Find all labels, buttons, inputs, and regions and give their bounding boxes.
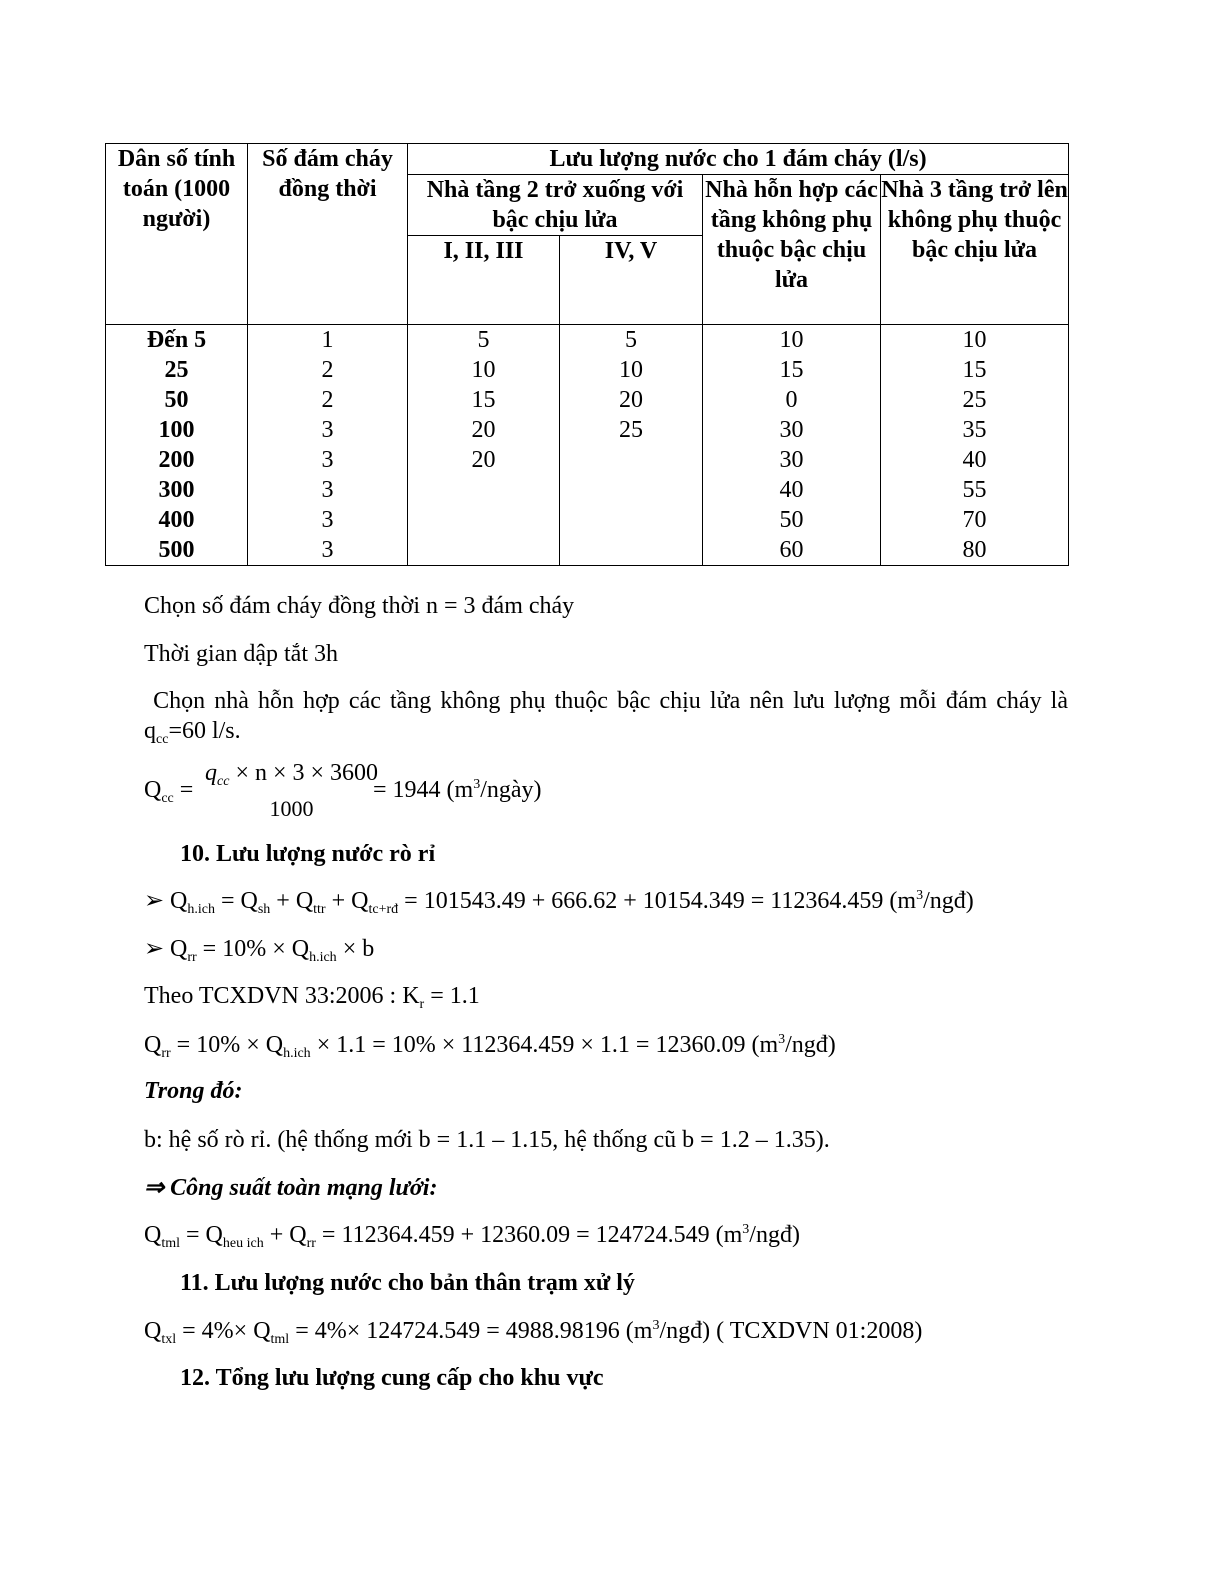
header-population: Dân số tính toán (1000 người) xyxy=(106,144,248,325)
qrr-calc: $Q_{rr} = 10\% \times Q_{h.ich} \times 1.1 = 10\% \times 112364.459 \times 1.1 = 12360.09$ $(m^3/ngđ)$ xyxy=(144,1032,836,1061)
qtxl-formula: $Q_{txl} = 4\%\times Q_{tml} = 4\%\times 124724.549 = 4988.98196$ $(m^3/ngđ)$ ( TCXDVN 01:2008) xyxy=(144,1318,923,1347)
network-capacity-label: ⇒ Công suất toàn mạng lưới: xyxy=(144,1175,438,1201)
table-row: 200 3 20 30 40 xyxy=(106,445,1069,475)
b-description: b: hệ số rò rỉ. (hệ thống mới b = 1.1 – 1.15, hệ thống cũ b = 1.2 – 1.35). xyxy=(144,1127,830,1153)
table-row: Đến 5 1 5 5 10 10 xyxy=(106,325,1069,356)
qcc-formula-lhs: $Q_{cc}$ = xyxy=(144,777,194,806)
header-grade-a: I, II, III xyxy=(408,236,560,325)
heading-leakage: 10. Lưu lượng nước rò rỉ xyxy=(180,841,436,867)
table-row: 50 2 15 20 0 25 xyxy=(106,385,1069,415)
choose-fire-count: Chọn số đám cháy đồng thời n = 3 đám cháy xyxy=(144,593,575,619)
heading-plant: 11. Lưu lượng nước cho bản thân trạm xử lý xyxy=(180,1270,635,1296)
qtml-formula: $Q_{tml} = Q_{heu ich} + Q_{rr} = 112364.459 + 12360.09 = 124724.549$ $(m^3/ngđ)$ xyxy=(144,1222,800,1251)
extinguish-time: Thời gian dập tắt 3h xyxy=(144,641,338,667)
header-high-rise: Nhà 3 tầng trở lên không phụ thuộc bậc chịu lửa xyxy=(881,175,1069,325)
arrow-bullet-icon: ➢ xyxy=(144,936,165,962)
table-row: 100 3 20 25 30 35 xyxy=(106,415,1069,445)
table-row: 300 3 40 55 xyxy=(106,475,1069,505)
arrow-bullet-icon: ➢ xyxy=(144,888,165,914)
table-row: 25 2 10 10 15 15 xyxy=(106,355,1069,385)
qcc-fraction: $q_{cc} \times n \times 3 \times 3600$ 1000 xyxy=(205,760,379,821)
header-grade-b: IV, V xyxy=(560,236,703,325)
qcc-result: = 1944 $(m^3/ngày)$ xyxy=(373,777,542,803)
table-row: 500 3 60 80 xyxy=(106,535,1069,566)
header-mixed: Nhà hỗn hợp các tầng không phụ thuộc bậc chịu lửa xyxy=(703,175,881,325)
heading-total: 12. Tổng lưu lượng cung cấp cho khu vực xyxy=(180,1365,604,1391)
header-flow-group: Lưu lượng nước cho 1 đám cháy (l/s) xyxy=(408,144,1069,175)
header-low-rise: Nhà tầng 2 trở xuống với bậc chịu lửa xyxy=(408,175,703,236)
table-row: 400 3 50 70 xyxy=(106,505,1069,535)
fire-flow-table xyxy=(105,143,1069,566)
q-useful-formula: ➢ $Q_{h.ich} = Q_{sh} + Q_{ttr} + Q_{tc+rđ} = 101543.49 + 666.62 + 10154.349 = 112364.459$ $(m^3/ngđ)$ xyxy=(144,888,974,917)
where-label: Trong đó: xyxy=(144,1078,243,1104)
qrr-formula: ➢ $Q_{rr} = 10\% \times Q_{h.ich} \times b$ xyxy=(144,936,375,965)
choose-house-paragraph: Chọn nhà hỗn hợp các tầng không phụ thuộc bậc chịu lửa nên lưu lượng mỗi đám cháy là $q_{cc}=60$ l/s. xyxy=(144,688,1069,747)
header-fire-count: Số đám cháy đồng thời xyxy=(248,144,408,325)
standard-kr: Theo TCXDVN 33:2006 : $K_r = 1.1$ xyxy=(144,983,480,1012)
